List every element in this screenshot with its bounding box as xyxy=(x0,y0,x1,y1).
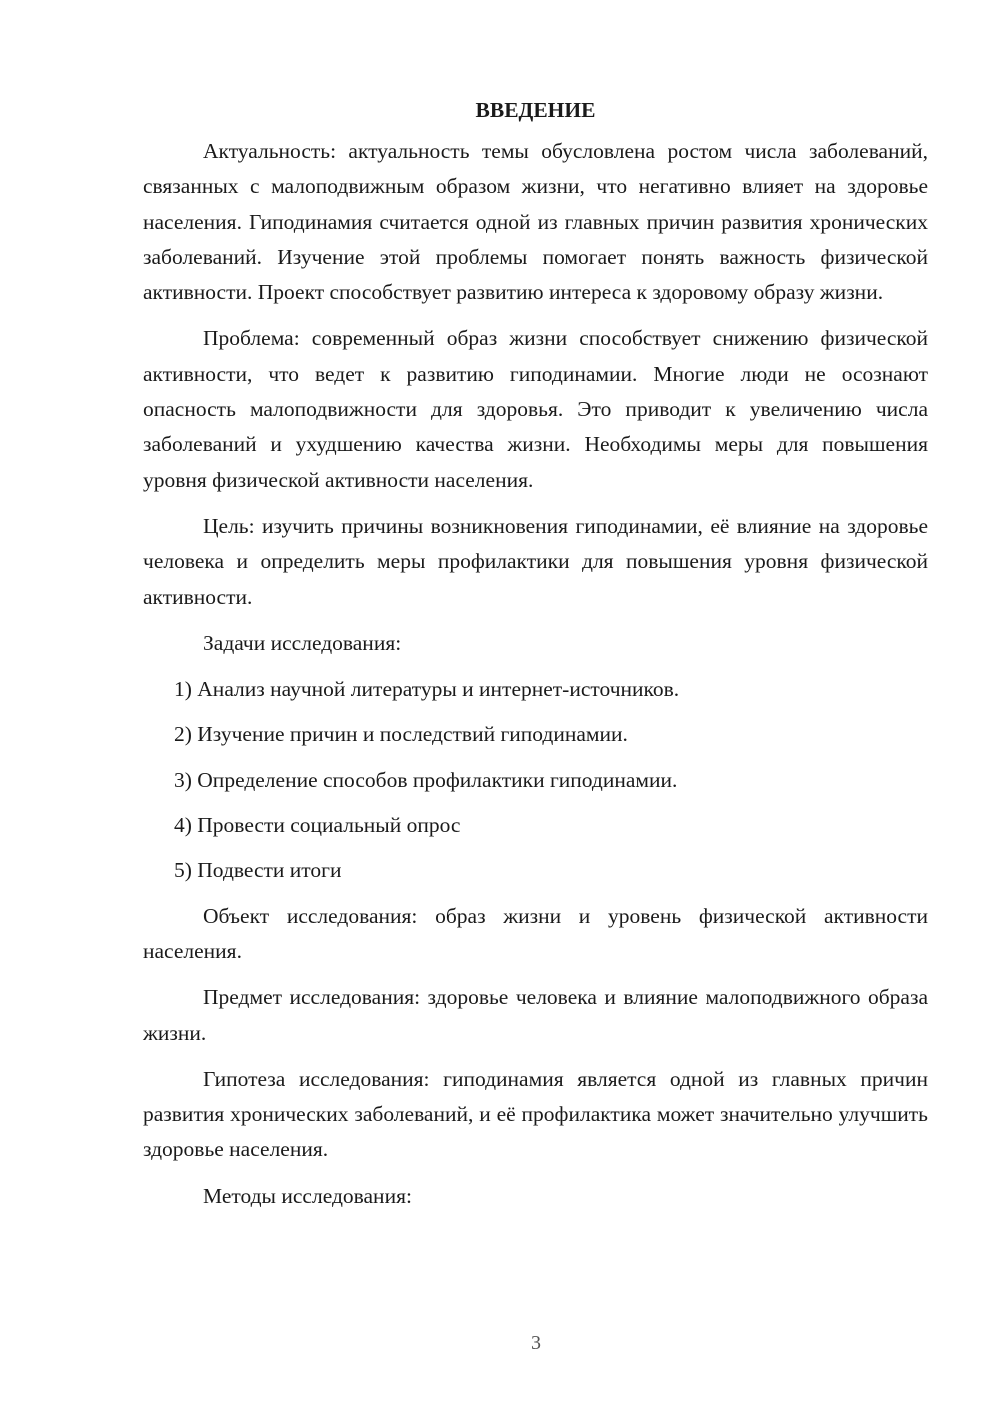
document-page xyxy=(143,92,928,1225)
subject-paragraph: Предмет исследования: здоровье человека и влияние малоподвижного образа жизни. xyxy=(143,985,928,1045)
tasks-heading: Задачи исследования: xyxy=(203,630,402,655)
list-item: 3) Определение способов профилактики гиподинамии. xyxy=(174,767,678,792)
relevance-paragraph: Актуальность: актуальность темы обусловлена ростом числа заболеваний, связанных с малоподвижным образом жизни, что негативно влияет на здоровье населения. Гиподинамия считается одной из главных причин развития хронических заболеваний. Изучение этой проблемы помогает понять важность физической активности. Проект способствует развитию интереса к здоровому образу жизни. xyxy=(143,139,928,305)
page-title: ВВЕДЕНИЕ xyxy=(475,98,596,122)
methods-heading: Методы исследования: xyxy=(203,1183,412,1208)
problem-paragraph: Проблема: современный образ жизни способствует снижению физической активности, что ведет к развитию гиподинамии. Многие люди не осознают опасность малоподвижности для здоровья. Это приводит к увеличению числа заболеваний и ухудшению качества жизни. Необходимы меры для повышения уровня физической активности населения. xyxy=(143,326,928,492)
object-paragraph: Объект исследования: образ жизни и уровень физической активности населения. xyxy=(143,903,928,963)
list-item: 2) Изучение причин и последствий гиподинамии. xyxy=(174,722,628,747)
tasks-list xyxy=(143,672,928,888)
hypothesis-paragraph: Гипотеза исследования: гиподинамия является одной из главных причин развития хронических заболеваний, и её профилактика может значительно улучшить здоровье населения. xyxy=(143,1066,928,1162)
list-item: 1) Анализ научной литературы и интернет-источников. xyxy=(174,677,680,702)
page-number: 3 xyxy=(531,1332,541,1354)
list-item: 4) Провести социальный опрос xyxy=(174,813,461,838)
list-item: 5) Подвести итоги xyxy=(174,858,342,883)
goal-paragraph: Цель: изучить причины возникновения гиподинамии, её влияние на здоровье человека и определить меры профилактики для повышения уровня физической активности. xyxy=(143,513,928,609)
